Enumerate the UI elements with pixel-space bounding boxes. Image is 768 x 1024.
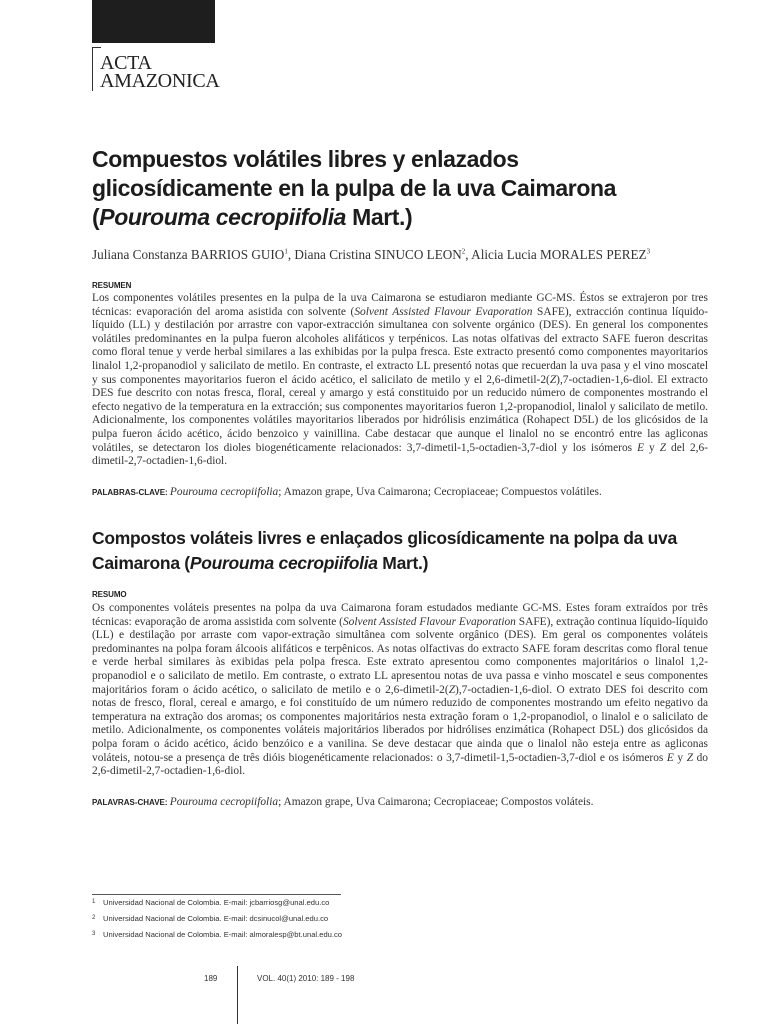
title-species: Pourouma cecropiifolia [99, 204, 347, 230]
palavras-chave: PALAVRAS-CHAVE: Pourouma cecropiifolia; Amazon grape, Uva Caimarona; Cecropiaceae; Compostos voláteis. [92, 796, 594, 808]
footnote-3: 3 Universidad Nacional de Colombia. E-mail: almoralesp@bt.unal.edu.co [92, 930, 343, 939]
resumo-abstract: Os componentes voláteis presentes na polpa da uva Caimarona foram estudados mediante GC-MS. Estes foram extraídos por três técnicas: evaporação de aroma assistida com solvente (Solvent Assisted Flavour Evaporation SAFE), extração continua líquido-líquido (LL) e destilação por arraste com vapor-extração simultânea com solvente orgânico (DES). Em geral os componentes voláteis predominantes na polpa foram álcoois alifáticos e terpênicos. As notas olfactivas do extracto SAFE foram descritas como floral tenue e verde herbal similares às exibidas pela polpa fresca. Este extrato apresentou como componentes majoritários o linalol 1,2-propanodiol e o salicilato de metilo. Em contraste, o extrato LL apresentou notas de uva passa e vinho moscatel e seus componentes majoritários foram o ácido acético, o salicilato de metilo e o 2,6-dimetil-2(Z),7-octadien-1,6-diol. O extrato DES foi descrito com notas de fresco, floral, cereal e amargo, e foi constituído de um número reduzido de componentes mostrando um efeito negativo da temperatura na extração dos aromas; os componentes majoritários nesta extração foram o 1,2-propanodiol, o linalol e o salicilato de metilo. Adicionalmente, os componentes voláteis majoritários liberados por hidrólises enzimática (Rohapect D5L) dos glicósidos da polpa foram o ácido acético, ácido benzóico e a vanilina. Se deve destacar que ainda que o linalol não esteja entre as agliconas voláteis, notou-se a presença de três dióis biogenéticamente relacionados: o 3,7-dimetil-1,5-octadien-3,7-diol e os isómeros E y Z do 2,6-dimetil-2,7-octadien-1,6-diol. [92, 602, 708, 778]
title-line-1: Compuestos volátiles libres y enlazados [92, 146, 519, 172]
title-line-2: glicosídicamente en la pulpa de la uva Caimarona [92, 175, 617, 201]
article-title: Compuestos volátiles libres y enlazados glicosídicamente en la pulpa de la uva Caimarona (Pourouma cecropiifolia Mart.) [92, 146, 617, 230]
resumen-heading: RESUMEN [92, 281, 132, 290]
author-1: Juliana Constanza BARRIOS GUIO [92, 247, 285, 262]
resumo-heading: RESUMO [92, 590, 127, 599]
logo-line-1: ACTA [100, 52, 152, 74]
footnote-1: 1 Universidad Nacional de Colombia. E-mail: jcbarriosg@unal.edu.co [92, 898, 330, 907]
volume-info: VOL. 40(1) 2010: 189 - 198 [257, 974, 355, 983]
footnote-2: 2 Universidad Nacional de Colombia. E-mail: dcsinucol@unal.edu.co [92, 914, 329, 923]
author-3: Alicia Lucia MORALES PEREZ [471, 247, 647, 262]
palavras-chave-label: PALAVRAS-CHAVE: [92, 798, 170, 807]
article-title-portuguese: Compostos voláteis livres e enlaçados glicosídicamente na polpa da uva Caimarona (Pourouma cecropiifolia Mart.) [92, 528, 677, 573]
logo-line-2: AMAZONICA [100, 70, 220, 92]
journal-logo [92, 47, 222, 92]
footnote-rule [92, 894, 341, 895]
page-number: 189 [204, 974, 218, 983]
author-list: Juliana Constanza BARRIOS GUIO$^1$, Diana Cristina SINUCO LEON$^2$, Alicia Lucia MORALES PEREZ$^3$ [92, 247, 651, 262]
header-black-bar [92, 0, 215, 43]
author-2: Diana Cristina SINUCO LEON [294, 247, 462, 262]
palabras-clave-label: PALABRAS-CLAVE: [92, 488, 170, 497]
resumen-abstract: Los componentes volátiles presentes en la pulpa de la uva Caimarona se estudiaron mediante GC-MS. Éstos se extrajeron por tres técnicas: evaporación del aroma asistida con solvente (Solvent Assisted Flavour Evaporation SAFE), extracción continua líquido-líquido (LL) y destilación por arrastre con vapor-extracción simultanea con solvente orgánico (DES). En general los componentes volátiles predominantes en la pulpa fueron alcoholes alifáticos y terpénicos. Las notas olfativas del extracto SAFE fueron descritas como floral tenue y verde herbal similares a las exhibidas por la pulpa fresca. Este extracto presentó como componentes mayoritarios linalol 1,2-propanodiol y salicilato de metilo. En contraste, el extracto LL presentó notas que recuerdan la uva pasa y el vino moscatel y sus componentes mayoritarios fueron el ácido acético, el salicilato de metilo y el 2,6-dimetil-2(Z),7-octadien-1,6-diol. El extracto DES fue descrito con notas fresca, floral, cereal y amargo y está constituido por un reducido número de componentes mostrando el efecto negativo de la temperatura en la extracción; sus componentes mayoritarios fueron 1,2-propanodiol, linalol y salicilato de metilo. Adicionalmente, los componentes volátiles mayoritarios liberados por hidrólisis enzimática (Rohapect D5L) de los glicósidos de la pulpa fueron ácido acético, ácido benzoico y vainillina. Cabe destacar que aunque el linalol no se encontró entre las agliconas volátiles, se detectaron los dioles biogenéticamente relacionados: 3,7-dimetil-1,5-octadien-3,7-diol y los isómeros E y Z del 2,6-dimetil-2,7-octadien-1,6-diol. [92, 292, 708, 468]
title-pt-species: Pourouma cecropiifolia [189, 553, 378, 573]
palabras-clave: PALABRAS-CLAVE: Pourouma cecropiifolia; Amazon grape, Uva Caimarona; Cecropiaceae; Compuestos volátiles. [92, 486, 602, 498]
footer-divider [237, 966, 238, 1024]
